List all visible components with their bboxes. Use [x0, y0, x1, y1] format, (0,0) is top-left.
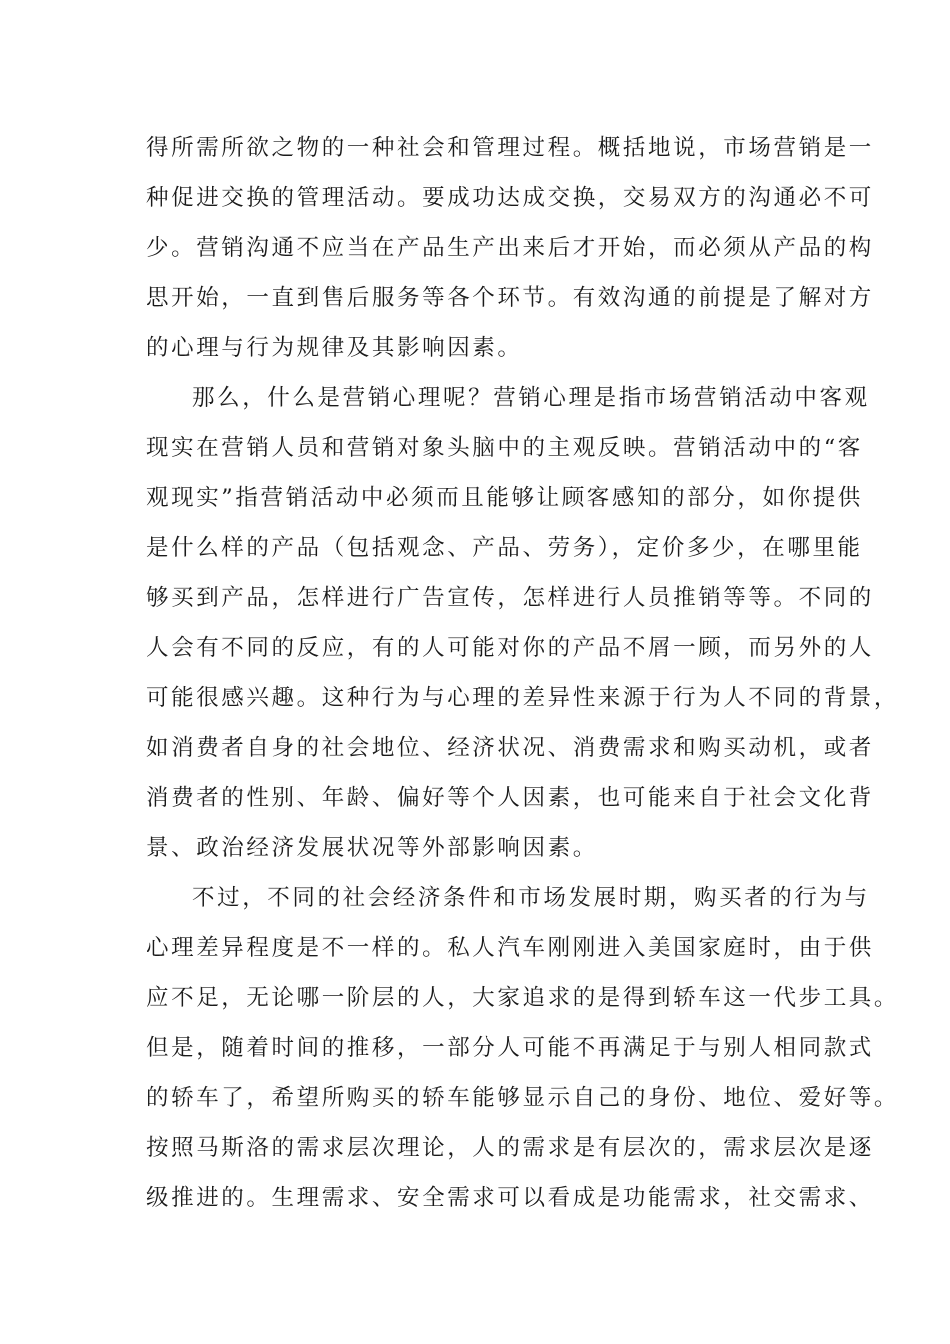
text-line: 思开始，一直到售后服务等各个环节。有效沟通的前提是了解对方 — [146, 285, 874, 311]
text-line: 如消费者自身的社会地位、经济状况、消费需求和购买动机，或者 — [146, 735, 874, 761]
text-line: 心理差异程度是不一样的。私人汽车刚刚进入美国家庭时，由于供 — [146, 935, 874, 961]
text-line: 现实在营销人员和营销对象头脑中的主观反映。营销活动中的“客 — [146, 435, 863, 461]
text-line: 少。营销沟通不应当在产品生产出来后才开始，而必须从产品的构 — [146, 235, 874, 261]
text-line: 种促进交换的管理活动。要成功达成交换，交易双方的沟通必不可 — [146, 185, 874, 211]
text-line: 够买到产品，怎样进行广告宣传，怎样进行人员推销等等。不同的 — [146, 585, 874, 611]
text-line: 不过，不同的社会经济条件和市场发展时期，购买者的行为与 — [192, 885, 870, 911]
text-line: 可能很感兴趣。这种行为与心理的差异性来源于行为人不同的背景， — [146, 685, 900, 711]
text-line: 是什么样的产品（包括观念、产品、劳务），定价多少，在哪里能 — [146, 535, 863, 561]
text-line: 那么，什么是营销心理呢？营销心理是指市场营销活动中客观 — [192, 385, 870, 411]
text-line: 但是，随着时间的推移，一部分人可能不再满足于与别人相同款式 — [146, 1035, 874, 1061]
text-line: 人会有不同的反应，有的人可能对你的产品不屑一顾，而另外的人 — [146, 635, 874, 661]
text-line: 观现实”指营销活动中必须而且能够让顾客感知的部分，如你提供 — [146, 485, 863, 511]
text-line: 的轿车了，希望所购买的轿车能够显示自己的身份、地位、爱好等。 — [146, 1085, 900, 1111]
text-line: 消费者的性别、年龄、偏好等个人因素，也可能来自于社会文化背 — [146, 785, 874, 811]
text-line: 按照马斯洛的需求层次理论，人的需求是有层次的，需求层次是逐 — [146, 1135, 874, 1161]
text-line: 的心理与行为规律及其影响因素。 — [146, 335, 523, 361]
text-line: 应不足，无论哪一阶层的人，大家追求的是得到轿车这一代步工具。 — [146, 985, 900, 1011]
text-line: 得所需所欲之物的一种社会和管理过程。概括地说，市场营销是一 — [146, 135, 874, 161]
text-line: 景、政治经济发展状况等外部影响因素。 — [146, 835, 598, 861]
text-line: 级推进的。生理需求、安全需求可以看成是功能需求，社交需求、 — [146, 1185, 874, 1211]
